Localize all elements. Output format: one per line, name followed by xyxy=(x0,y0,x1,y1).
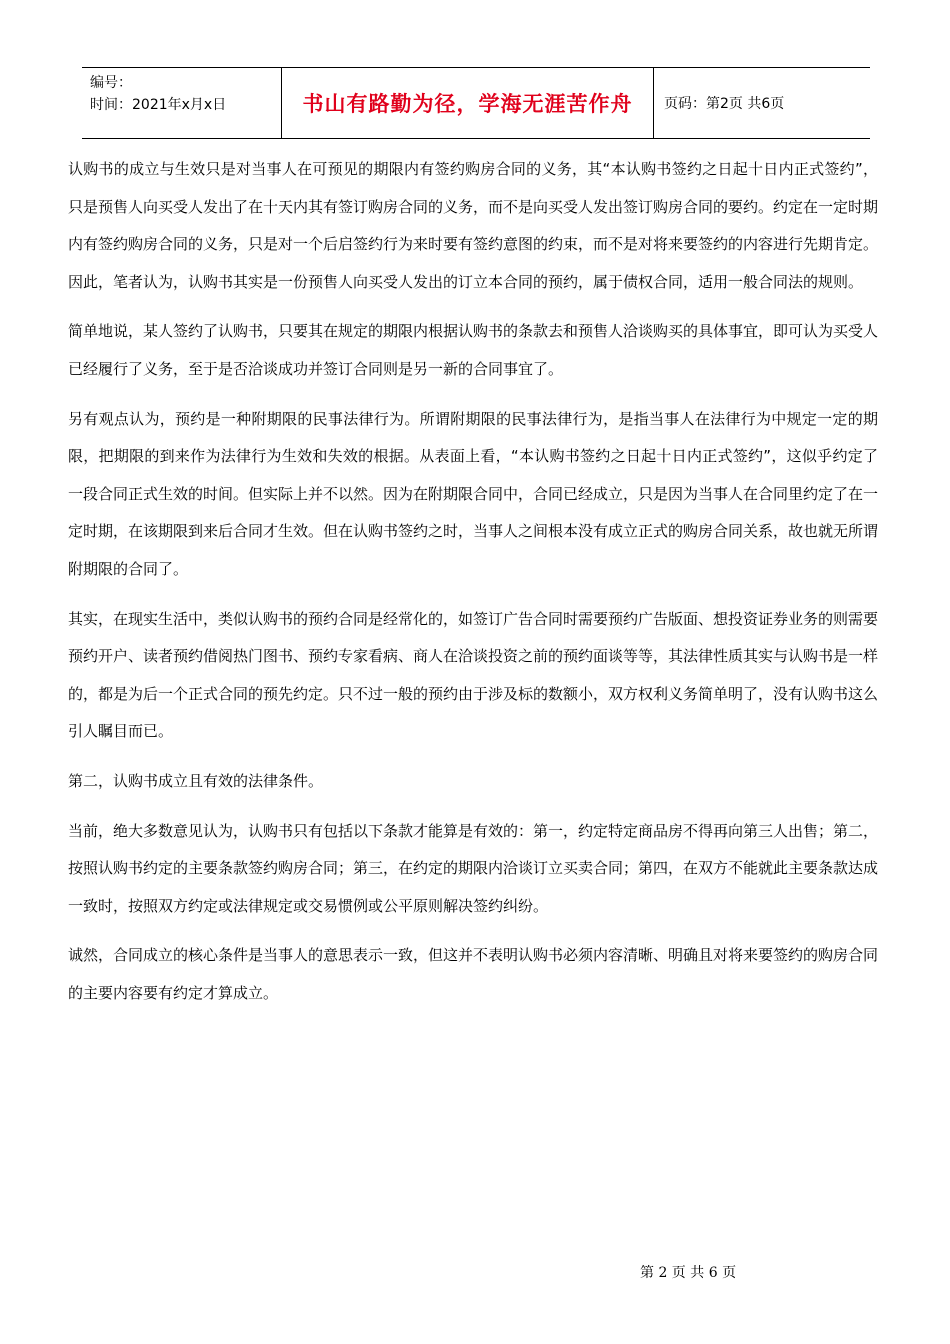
paragraph: 诚然，合同成立的核心条件是当事人的意思表示一致，但这并不表明认购书必须内容清晰、明确且对将来要签约的购房合同的主要内容要有约定才算成立。 xyxy=(68,946,879,1002)
header-info-cell xyxy=(82,68,282,138)
paragraph: 认购书的成立与生效只是对当事人在可预见的期限内有签约购房合同的义务，其“本认购书签约之日起十日内正式签约”，只是预售人向买受人发出了在十天内其有签订购房合同的义务，而不是向买受人发出签订购房合同的要约。约定在一定时期内有签约购房合同的义务，只是对一个后启签约行为来时要有签约意图的约束，而不是对将来要签约的内容进行先期肯定。因此，笔者认为，认购书其实是一份预售人向买受人发出的订立本合同的预约，属于债权合同，适用一般合同法的规则。 xyxy=(68,160,879,291)
paragraph: 其实，在现实生活中，类似认购书的预约合同是经常化的，如签订广告合同时需要预约广告版面、想投资证券业务的则需要预约开户、读者预约借阅热门图书、预约专家看病、商人在洽谈投资之前的预约面谈等等，其法律性质其实与认购书是一样的，都是为后一个正式合同的预先约定。只不过一般的预约由于涉及标的数额小，双方权利义务简单明了，没有认购书这么引人瞩目而已。 xyxy=(68,609,879,741)
header-slogan: 书山有路勤为径，学海无涯苦作舟 xyxy=(282,68,654,138)
paragraph: 另有观点认为，预约是一种附期限的民事法律行为。所谓附期限的民事法律行为，是指当事人在法律行为中规定一定的期限，把期限的到来作为法律行为生效和失效的根据。从表面上看，“本认购书签约之日起十日内正式签约”，这似乎约定了一段合同正式生效的时间。但实际上并不以然。因为在附期限合同中，合同已经成立，只是因为当事人在合同里约定了在一定时期，在该期限到来后合同才生效。但在认购书签约之时，当事人之间根本没有成立正式的购房合同关系，故也就无所谓附期限的合同了。 xyxy=(68,409,879,578)
page-footer: 第 2 页 共 6 页 xyxy=(640,1265,737,1281)
number-label: 编号： xyxy=(90,75,132,91)
document-body xyxy=(68,151,878,1024)
header-page-code: 页码：第2页 共6页 xyxy=(664,96,785,112)
paragraph: 简单地说，某人签约了认购书，只要其在规定的期限内根据认购书的条款去和预售人洽谈购买的具体事宜，即可认为买受人已经履行了义务，至于是否洽谈成功并签订合同则是另一新的合同事宜了。 xyxy=(68,322,879,378)
page-header xyxy=(82,67,870,139)
time-label: 时间：2021年x月x日 xyxy=(90,97,227,113)
paragraph: 当前，绝大多数意见认为，认购书只有包括以下条款才能算是有效的：第一，约定特定商品房不得再向第三人出售；第二，按照认购书约定的主要条款签约购房合同；第三，在约定的期限内洽谈订立买卖合同；第四，在双方不能就此主要条款达成一致时，按照双方约定或法律规定或交易惯例或公平原则解决签约纠纷。 xyxy=(68,821,879,915)
section-heading: 第二，认购书成立且有效的法律条件。 xyxy=(68,771,324,790)
